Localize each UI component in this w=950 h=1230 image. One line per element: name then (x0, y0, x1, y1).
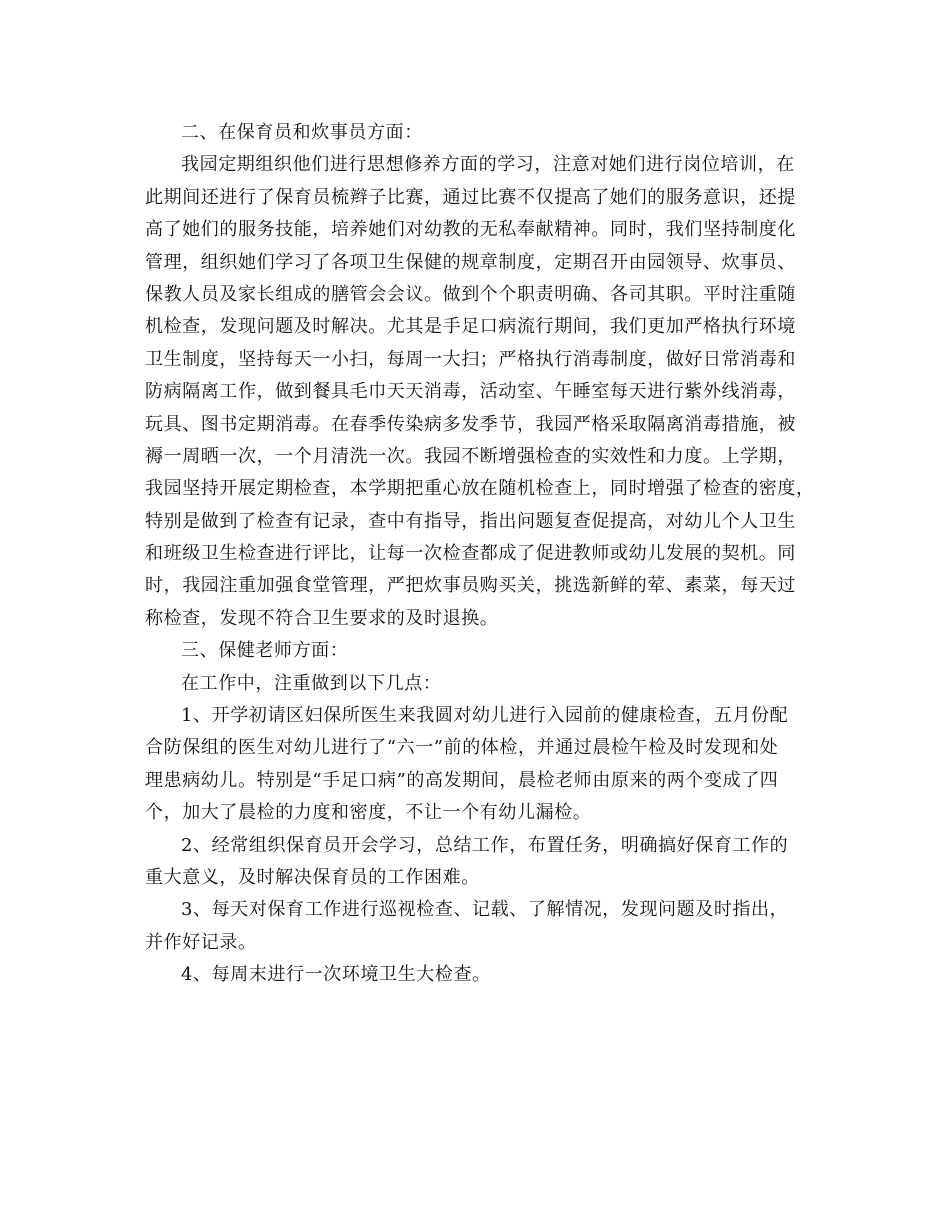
text-line: 重大意义，及时解决保育员的工作困难。 (145, 866, 480, 888)
document-body (145, 117, 815, 992)
text-line: 时，我园注重加强食堂管理，严把炊事员购买关，挑选新鲜的荤、素菜，每天过 (145, 575, 796, 597)
text-line: 3、每天对保育工作进行巡视检查、记载、了解情况，发现问题及时指出， (181, 899, 789, 921)
text-line: 在工作中，注重做到以下几点： (181, 672, 442, 694)
text-line: 理患病幼儿。特别是“手足口病”的高发期间，晨检老师由原来的两个变成了四 (145, 769, 779, 791)
text-line: 机检查，发现问题及时解决。尤其是手足口病流行期间，我们更加严格执行环境 (145, 316, 796, 338)
text-line: 我园坚持开展定期检查，本学期把重心放在随机检查上，同时增强了检查的密度， (145, 478, 815, 500)
text-line: 1、开学初请区妇保所医生来我圆对幼儿进行入园前的健康检查，五月份配 (181, 705, 789, 727)
text-line: 特别是做到了检查有记录，查中有指导，指出问题复查促提高，对幼儿个人卫生 (145, 510, 796, 532)
text-line: 2、经常组织保育员开会学习，总结工作，布置任务，明确搞好保育工作的 (181, 834, 789, 856)
text-line: 三、保健老师方面： (181, 640, 349, 662)
text-line: 卫生制度，坚持每天一小扫，每周一大扫；严格执行消毒制度，做好日常消毒和 (145, 348, 796, 370)
text-line: 合防保组的医生对幼儿进行了“六一”前的体检，并通过晨检午检及时发现和处 (145, 737, 779, 759)
text-line: 二、在保育员和炊事员方面： (181, 122, 423, 143)
text-line: 管理，组织她们学习了各项卫生保健的规章制度，定期召开由园领导、炊事员、 (145, 251, 796, 273)
text-line: 和班级卫生检查进行评比，让每一次检查都成了促进教师或幼儿发展的契机。同 (145, 543, 796, 565)
text-line: 保教人员及家长组成的膳管会会议。做到个个职责明确、各司其职。平时注重随 (145, 283, 796, 305)
text-line: 防病隔离工作，做到餐具毛巾天天消毒，活动室、午睡室每天进行紫外线消毒， (145, 381, 796, 403)
text-line: 我园定期组织他们进行思想修养方面的学习，注意对她们进行岗位培训，在 (181, 154, 795, 176)
text-line: 褥一周晒一次，一个月清洗一次。我园不断增强检查的实效性和力度。上学期， (145, 445, 796, 467)
text-line: 4、每周末进行一次环境卫生大检查。 (181, 964, 491, 986)
text-line: 高了她们的服务技能，培养她们对幼教的无私奉献精神。同时，我们坚持制度化 (145, 219, 796, 241)
text-line: 个，加大了晨检的力度和密度，不让一个有幼儿漏检。 (145, 802, 592, 824)
text-line: 并作好记录。 (145, 931, 257, 953)
text-line: 此期间还进行了保育员梳辫子比赛，通过比赛不仅提高了她们的服务意识，还提 (145, 186, 796, 208)
text-line: 玩具、图书定期消毒。在春季传染病多发季节，我园严格采取隔离消毒措施，被 (145, 413, 796, 435)
text-line: 称检查，发现不符合卫生要求的及时退换。 (145, 607, 499, 629)
